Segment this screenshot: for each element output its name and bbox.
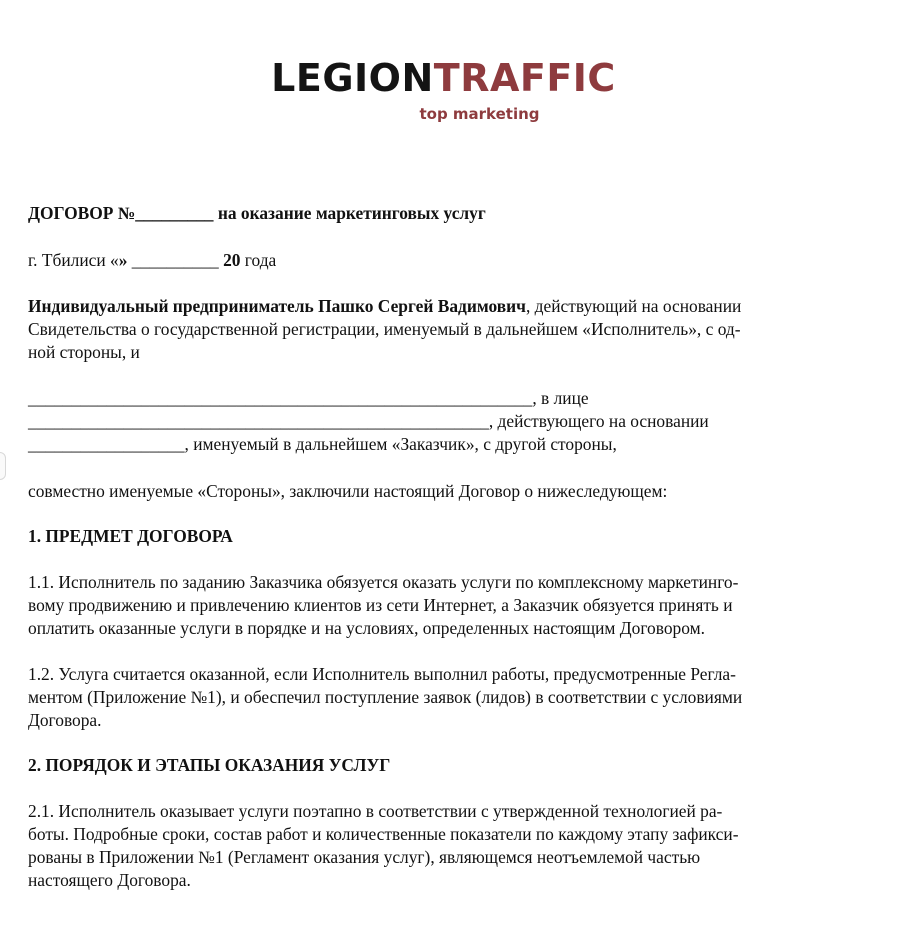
section-heading-1: 1. ПРЕДМЕТ ДОГОВОРА (28, 526, 233, 546)
section-heading-2: 2. ПОРЯДОК И ЭТАПЫ ОКАЗАНИЯ УСЛУГ (28, 755, 391, 775)
paragraph-line: 2.1. Исполнитель оказывает услуги поэтапно в соответствии с утвержденной технологией ра- (28, 801, 723, 821)
paragraph-line: боты. Подробные сроки, состав работ и количественные показатели по каждому этапу зафикси- (28, 824, 739, 844)
year-suffix: года (240, 250, 277, 270)
city-text: г. Тбилиси « (28, 250, 119, 270)
logo-wordmark (0, 56, 897, 100)
party1-line1 (28, 295, 864, 318)
joint-statement: совместно именуемые «Стороны», заключили настоящий Договор о нижеследующем: (28, 481, 668, 501)
party2-line1: __________________________________________________________, в лице (28, 388, 589, 408)
place-date-line (28, 249, 864, 272)
paragraph-line: рованы в Приложении №1 (Регламент оказания услуг), являющемся неотъемлемой частью (28, 847, 701, 867)
logo-tagline: top marketing (419, 105, 540, 123)
paragraph-line: настоящего Договора. (28, 870, 191, 890)
scroll-handle[interactable] (0, 452, 6, 480)
contract-title: ДОГОВОР №_________ на оказание маркетинговых услуг (28, 203, 486, 223)
party1-name: Индивидуальный предприниматель Пашко Сергей Вадимович (28, 296, 526, 316)
paragraph-2-1 (28, 800, 864, 892)
paragraph-1-1 (28, 571, 864, 640)
party2-line3: __________________, именуемый в дальнейшем «Заказчик», с другой стороны, (28, 434, 617, 454)
paragraph-line: 1.2. Услуга считается оказанной, если Исполнитель выполнил работы, предусмотренные Регла- (28, 664, 736, 684)
logo-name-part1: LEGION (271, 56, 434, 100)
paragraph-line: ментом (Приложение №1), и обеспечил поступление заявок (лидов) в соответствии с условиями (28, 687, 743, 707)
party1-line3: ной стороны, и (28, 342, 140, 362)
paragraph-1-2 (28, 663, 864, 732)
document-body (28, 202, 864, 892)
year-text: 20 (223, 250, 241, 270)
party2-paragraph (28, 387, 864, 456)
paragraph-line: Договора. (28, 710, 102, 730)
date-blank: __________ (127, 250, 224, 270)
paragraph-line: вому продвижению и привлечению клиентов из сети Интернет, а Заказчик обязуется принять и (28, 595, 733, 615)
paragraph-line: оплатить оказанные услуги в порядке и на условиях, определенных настоящим Договором. (28, 618, 705, 638)
party1-line2: Свидетельства о государственной регистрации, именуемый в дальнейшем «Исполнитель», с од- (28, 319, 741, 339)
quote-close: » (118, 250, 128, 270)
logo-name-part2: TRAFFIC (433, 56, 616, 100)
party1-text1: , действующий на основании (525, 296, 742, 316)
party2-line2: _____________________________________________________, действующего на основании (28, 411, 709, 431)
paragraph-line: 1.1. Исполнитель по заданию Заказчика обязуется оказать услуги по комплексному маркетинго- (28, 572, 739, 592)
party1-paragraph (28, 295, 864, 364)
company-logo (0, 56, 897, 124)
